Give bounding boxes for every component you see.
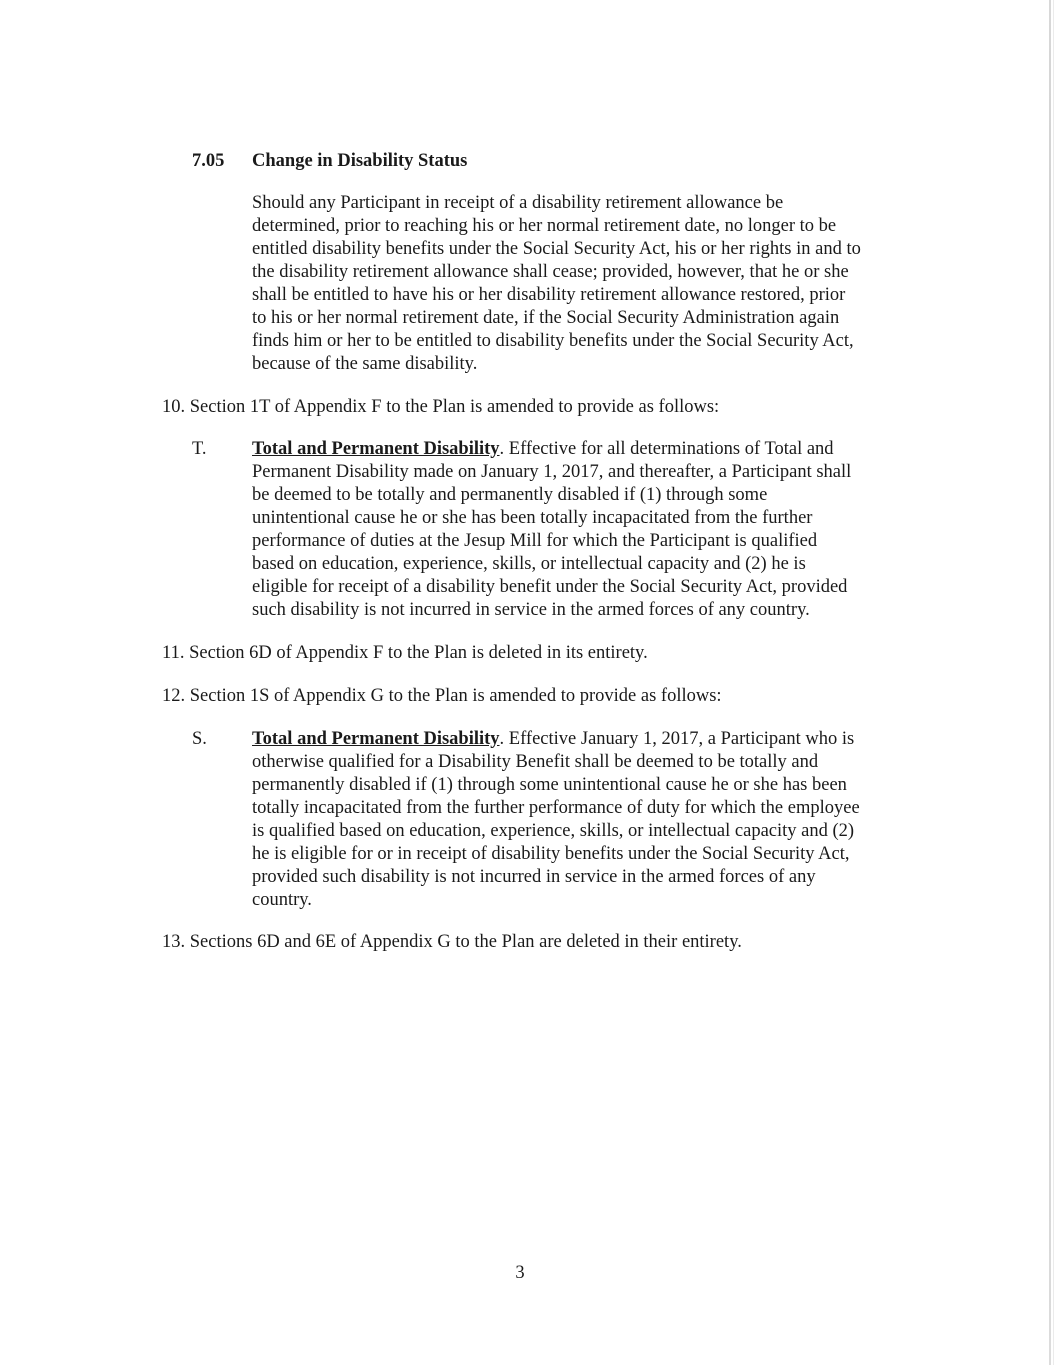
paragraph-line: performance of duties at the Jesup Mill for which the Participant is qualified	[252, 531, 818, 551]
item-11: 11. Section 6D of Appendix F to the Plan is deleted in its entirety.	[162, 643, 648, 663]
page-number: 3	[515, 1263, 525, 1283]
paragraph-line: provided such disability is not incurred in service in the armed forces of any	[252, 867, 816, 887]
paragraph-line: because of the same disability.	[252, 354, 478, 374]
paragraph-line: shall be entitled to have his or her disability retirement allowance restored, prior	[252, 285, 846, 305]
paragraph-line: to his or her normal retirement date, if the Social Security Administration again	[252, 308, 840, 328]
sub-t-first-line-rest: . Effective for all determinations of Total and	[499, 439, 834, 459]
paragraph-line: totally incapacitated from the further performance of duty for which the employee	[252, 798, 860, 818]
sub-t-body	[252, 438, 917, 622]
paragraph-line: be deemed to be totally and permanently disabled if (1) through some	[252, 485, 768, 505]
item-12: 12. Section 1S of Appendix G to the Plan is amended to provide as follows:	[162, 686, 722, 706]
paragraph-line: determined, prior to reaching his or her normal retirement date, no longer to be	[252, 216, 837, 236]
sub-s-first-line-rest: . Effective January 1, 2017, a Participant who is	[499, 729, 855, 749]
paragraph-line: the disability retirement allowance shall cease; provided, however, that he or she	[252, 262, 849, 282]
paragraph-line: Should any Participant in receipt of a disability retirement allowance be	[252, 193, 784, 213]
scan-edge-shadow	[1049, 0, 1051, 1365]
sub-s-first-line	[252, 728, 917, 751]
section-705-title: Change in Disability Status	[252, 151, 468, 171]
sub-s-body	[252, 728, 917, 912]
section-705-number: 7.05	[192, 151, 225, 171]
item-10: 10. Section 1T of Appendix F to the Plan is amended to provide as follows:	[162, 397, 720, 417]
item-13: 13. Sections 6D and 6E of Appendix G to the Plan are deleted in their entirety.	[162, 932, 742, 952]
paragraph-line: permanently disabled if (1) through some unintentional cause he or she has been	[252, 775, 847, 795]
section-705-heading	[192, 150, 467, 173]
paragraph-line: based on education, experience, skills, or intellectual capacity and (2) he is	[252, 554, 806, 574]
paragraph-line: eligible for receipt of a disability benefit under the Social Security Act, provided	[252, 577, 848, 597]
paragraph-line: he is eligible for or in receipt of disability benefits under the Social Security Act,	[252, 844, 850, 864]
sub-t-term: Total and Permanent Disability	[252, 439, 500, 459]
sub-t-first-line	[252, 438, 917, 461]
paragraph-line: is qualified based on education, experience, skills, or intellectual capacity and (2)	[252, 821, 855, 841]
paragraph-line: Permanent Disability made on January 1, 2017, and thereafter, a Participant shall	[252, 462, 852, 482]
paragraph-line: such disability is not incurred in service in the armed forces of any country.	[252, 600, 810, 620]
sub-s-term: Total and Permanent Disability	[252, 729, 500, 749]
paragraph-line: otherwise qualified for a Disability Benefit shall be deemed to be totally and	[252, 752, 819, 772]
paragraph-line: country.	[252, 890, 312, 910]
scan-edge-line	[1053, 0, 1054, 1365]
paragraph-line: finds him or her to be entitled to disability benefits under the Social Security Act,	[252, 331, 854, 351]
paragraph-line: entitled disability benefits under the Social Security Act, his or her rights in and to	[252, 239, 861, 259]
sub-s-letter: S.	[192, 729, 207, 749]
sub-t-letter: T.	[192, 439, 207, 459]
section-705-body	[252, 192, 917, 376]
paragraph-line: unintentional cause he or she has been totally incapacitated from the further	[252, 508, 813, 528]
